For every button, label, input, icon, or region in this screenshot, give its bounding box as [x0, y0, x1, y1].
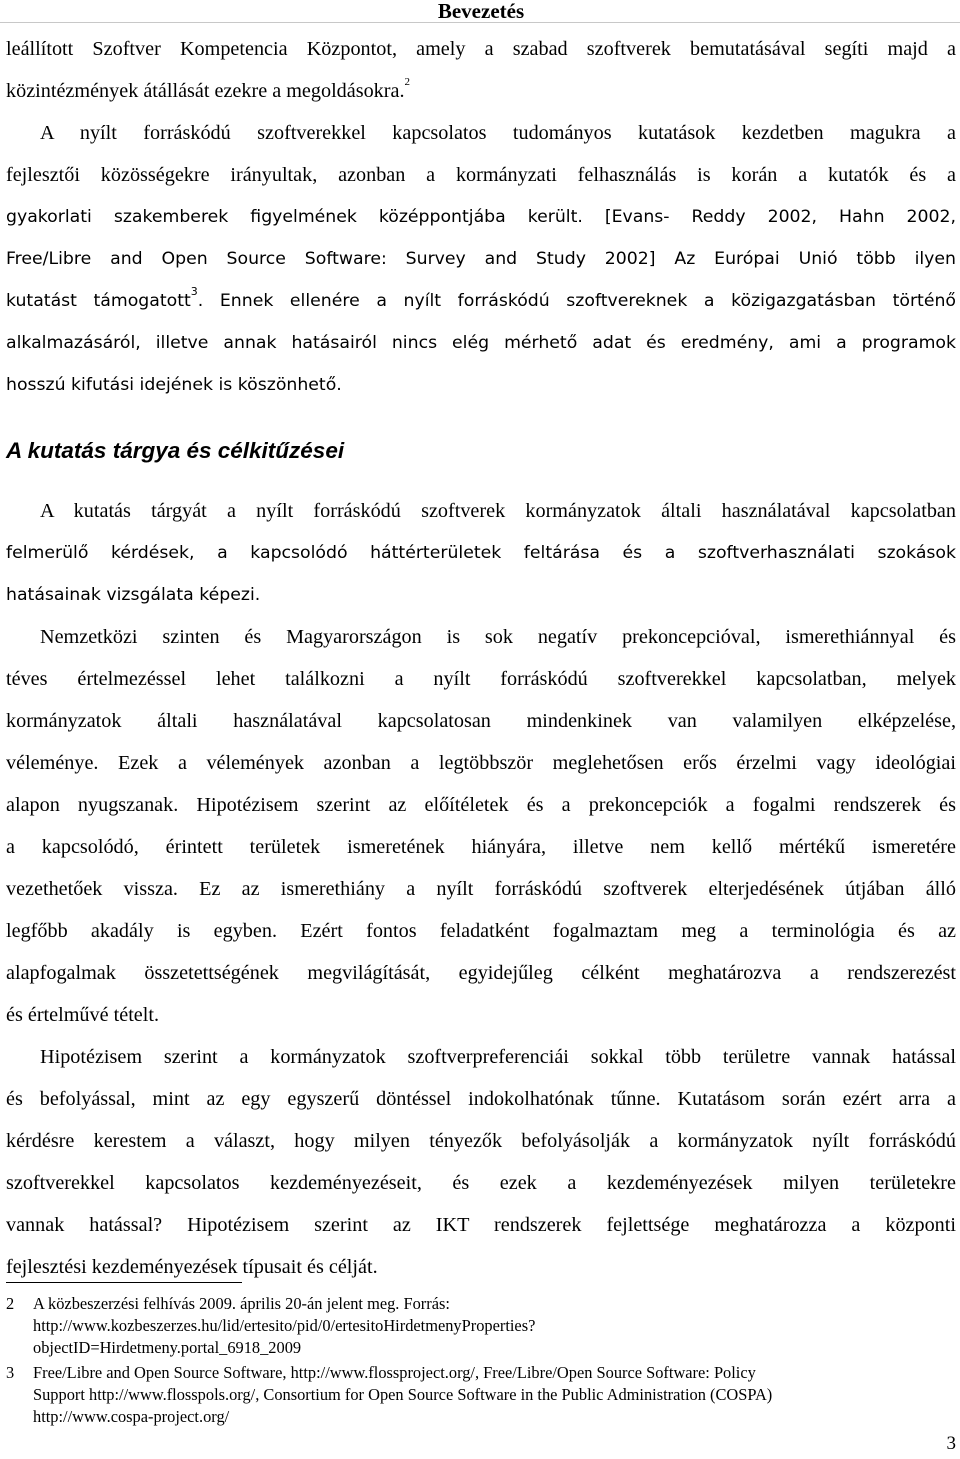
page-number: 3: [946, 1433, 956, 1454]
footnote-number: 3: [6, 1363, 15, 1382]
text-line: fejlesztői közösségekre irányultak, azonban a kormányzati felhasználás is korán a kutatók és a: [6, 164, 956, 186]
footnote-text: Free/Libre and Open Source Software, http://www.flossproject.org/, Free/Libre/Open Source Software: Policy: [33, 1363, 756, 1382]
footnote-ref[interactable]: 3: [190, 286, 198, 299]
text-line: kormányzatok általi használatával kapcsolatosan mindenkinek van valamilyen elképzelése,: [6, 710, 956, 732]
footnote-text: Support http://www.flosspols.org/, Consortium for Open Source Software in the Public Administration (COSPA): [33, 1385, 773, 1404]
text-line: gyakorlati szakemberek figyelmének középpontjába került. [Evans- Reddy 2002, Hahn 2002,: [6, 207, 956, 227]
running-header: [0, 0, 960, 23]
text-line: hosszú kifutási idejének is köszönhető.: [6, 375, 342, 395]
footnote-link[interactable]: http://www.cospa-project.org/: [33, 1407, 230, 1426]
text-line: és értelművé tételt.: [6, 1004, 160, 1026]
running-header-title: Bevezetés: [437, 0, 525, 23]
text-line: A nyílt forráskódú szoftverekkel kapcsolatos tudományos kutatások kezdetben magukra a: [40, 122, 956, 144]
text-line: legfőbb akadály is egyben. Ezért fontos feladatként fogalmaztam meg a terminológia és az: [6, 920, 956, 942]
text-line: alkalmazásáról, illetve annak hatásairól nincs elég mérhető adat és eredmény, ami a programok: [6, 333, 956, 353]
text-line: vezethetőek vissza. Ez az ismerethiány a nyílt forráskódú szoftverek elterjedésének útjában álló: [6, 878, 956, 900]
text-line: és befolyással, mint az egy egyszerű döntéssel indokolhatónak tűnne. Kutatásom során ezért arra a: [6, 1088, 956, 1110]
footnote-link[interactable]: http://www.kozbeszerzes.hu/lid/ertesito/pid/0/ertesitoHirdetmenyProperties?: [33, 1316, 536, 1335]
footnote-number: 2: [6, 1294, 15, 1313]
text-line: A kutatás tárgyát a nyílt forráskódú szoftverek kormányzatok általi használatával kapcsolatban: [40, 500, 956, 522]
text-line: kutatást támogatott$^3$. Ennek ellenére a nyílt forráskódú szoftvereknek a közigazgatásban történő: [6, 286, 956, 311]
text-line: szoftverekkel kapcsolatos kezdeményezéseit, és ezek a kezdeményezések milyen területekre: [6, 1172, 956, 1194]
text-line: téves értelmezéssel lehet találkozni a nyílt forráskódú szoftverekkel kapcsolatban, melyek: [6, 668, 956, 690]
footnote-ref[interactable]: 2: [404, 76, 411, 89]
text-line: a kapcsolódó, érintett területek ismeretének hiányára, illetve nem kellő mértékű ismeretére: [6, 836, 956, 858]
text-line: vannak hatással? Hipotézisem szerint az IKT rendszerek fejlettsége meghatározza a központi: [6, 1214, 956, 1236]
footnote-text: objectID=Hirdetmeny.portal_6918_2009: [33, 1338, 302, 1357]
section-title: A kutatás tárgya és célkitűzései: [6, 438, 345, 463]
text-line: véleménye. Ezek a vélemények azonban a legtöbbször meglehetősen erős érzelmi vagy ideológiai: [6, 752, 956, 774]
text-line: leállított Szoftver Kompetencia Központot, amely a szabad szoftverek bemutatásával segíti majd a: [6, 38, 956, 60]
text-line: felmerülő kérdések, a kapcsolódó háttérterületek feltárása és a szoftverhasználati szokások: [6, 543, 956, 563]
text-line: Hipotézisem szerint a kormányzatok szoftverpreferenciái sokkal több területre vannak hatással: [40, 1046, 956, 1068]
footnote-text: A közbeszerzési felhívás 2009. április 20-án jelent meg. Forrás:: [33, 1294, 450, 1313]
text-line: alapfogalmak összetettségének megvilágítását, egyidejűleg célként meghatározva a rendszerezést: [6, 962, 956, 984]
text-line: kérdésre kerestem a választ, hogy milyen tényezők befolyásolják a kormányzatok nyílt forráskódú: [6, 1130, 956, 1152]
text-line: alapon nyugszanak. Hipotézisem szerint az előítéletek és a prekoncepciók a fogalmi rendszerek és: [6, 794, 956, 816]
text-line: közintézmények átállását ezekre a megoldásokra.$^2$: [6, 76, 411, 102]
text-line: fejlesztési kezdeményezések típusait és célját.: [6, 1256, 378, 1278]
text-line: Nemzetközi szinten és Magyarországon is sok negatív prekoncepcióval, ismerethiánnyal és: [40, 626, 956, 648]
footnote-separator: [6, 1282, 242, 1283]
text-line: hatásainak vizsgálata képezi.: [6, 585, 261, 605]
text-line: Free/Libre and Open Source Software: Survey and Study 2002] Az Európai Unió több ilyen: [6, 249, 956, 269]
